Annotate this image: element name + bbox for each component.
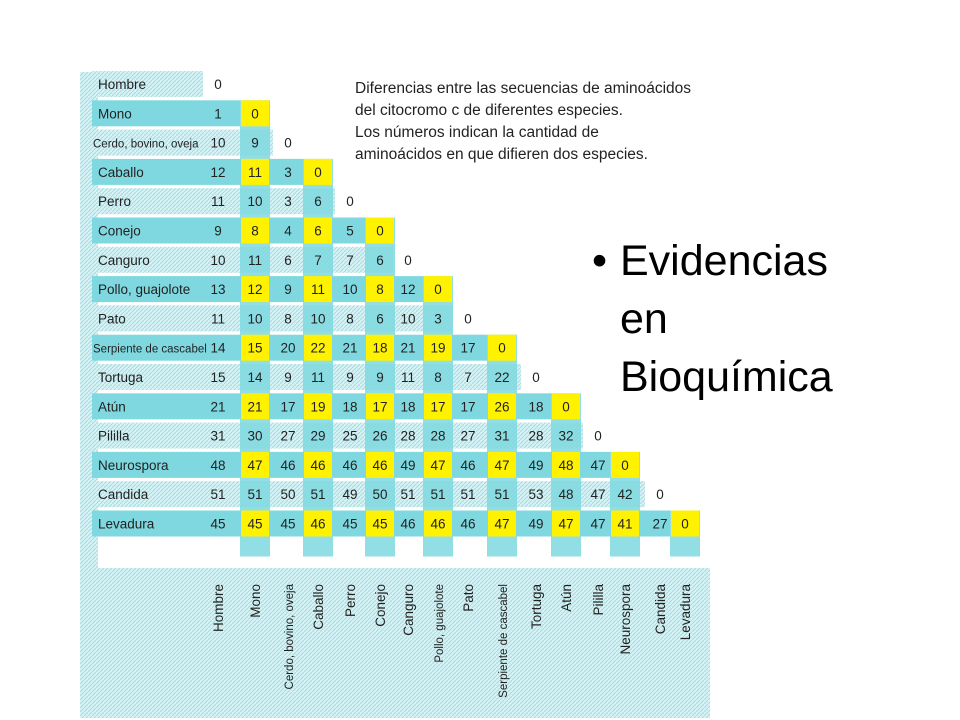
matrix-cell: 22 [494,370,510,385]
matrix-cell: 50 [372,487,388,503]
bullet-line: Evidencias [620,237,828,285]
column-label: Atún [559,584,574,612]
row-label: Pato [98,311,126,327]
matrix-cell: 0 [464,311,472,327]
matrix-cell: 51 [247,487,263,503]
matrix-cell: 27 [652,516,668,532]
matrix-cell: 53 [528,487,544,503]
matrix-cell: 46 [460,457,476,473]
row-label: Conejo [98,223,141,239]
matrix-cell: 15 [247,340,263,356]
matrix-cell: 47 [494,457,510,473]
column-label: Cerdo, bovino, oveja [284,584,296,690]
matrix-cell: 45 [210,516,226,532]
column-band [365,218,395,557]
column-label: Candida [653,584,668,635]
matrix-cell: 51 [400,487,416,503]
matrix-cell: 50 [280,487,296,503]
matrix-cell: 46 [430,516,446,532]
matrix-cell: 18 [528,399,544,415]
matrix-cell: 46 [342,457,358,473]
matrix-cell: 28 [528,428,544,444]
matrix-cell: 0 [314,164,322,180]
matrix-cell: 27 [280,428,296,444]
matrix-cell: 22 [310,340,326,356]
bullet-line: Bioquímica [620,353,833,401]
matrix-cell: 49 [528,457,544,473]
bullet-line: en [620,295,668,343]
matrix-cell: 3 [284,194,292,210]
matrix-cell: 46 [310,457,326,473]
matrix-cell: 30 [247,428,263,444]
row-label: Mono [98,106,132,122]
matrix-cell: 15 [210,370,226,385]
matrix-cell: 0 [346,194,354,210]
matrix-cell: 12 [210,164,226,180]
matrix-cell: 17 [460,340,476,356]
matrix-cell: 11 [247,164,263,180]
bullet-dot: • [592,237,608,285]
matrix-cell: 9 [376,370,384,385]
matrix-cell: 49 [528,516,544,532]
bottom-hatch [80,568,710,718]
matrix-cell: 6 [314,223,322,239]
matrix-cell: 46 [310,516,326,532]
matrix-cell: 51 [460,487,476,503]
row-label: Serpiente de cascabel [93,343,207,356]
table-background [80,71,710,718]
matrix-cell: 45 [342,516,358,532]
column-label: Canguro [401,584,416,636]
matrix-cell: 46 [280,457,296,473]
matrix-cell: 6 [314,194,322,210]
row-label: Candida [98,487,149,503]
matrix-cell: 10 [210,135,226,151]
column-label: Pililla [591,584,606,616]
matrix-cell: 9 [346,370,354,385]
matrix-cell: 10 [400,311,416,327]
matrix-cell: 28 [430,428,446,444]
matrix-cell: 17 [430,399,446,415]
column-label: Pato [461,584,476,612]
matrix-cell: 10 [210,252,226,268]
row-label: Hombre [98,77,147,92]
row-label: Canguro [98,252,150,268]
matrix-cell: 51 [210,487,226,503]
matrix-cell: 5 [346,223,354,239]
matrix-cell: 7 [314,252,322,268]
matrix-cell: 4 [284,223,292,239]
matrix-cell: 8 [251,223,259,239]
matrix-cell: 47 [590,516,606,532]
matrix-cell: 10 [342,282,358,298]
matrix-cell: 1 [214,106,222,122]
matrix-cell: 21 [400,340,416,356]
matrix-cell: 45 [247,516,263,532]
matrix-cell: 49 [400,457,416,473]
matrix-cell: 0 [621,457,629,473]
matrix-cell: 29 [310,428,326,444]
matrix-cell: 11 [400,370,416,385]
row-band [92,305,453,331]
column-label: Neurospora [618,584,633,655]
matrix-cell: 11 [310,370,326,385]
matrix-cell: 7 [464,370,472,385]
matrix-cell: 48 [210,457,226,473]
matrix-cell: 10 [310,311,326,327]
matrix-cell: 49 [342,487,358,503]
matrix-cell: 0 [284,135,292,151]
matrix-cell: 47 [494,516,510,532]
description-line: Los números indican la cantidad de [355,124,599,141]
matrix-cell: 0 [434,282,442,298]
column-label: Mono [248,584,263,618]
matrix-cell: 26 [494,399,510,415]
matrix-cell: 9 [251,135,259,151]
description-line: del citocromo c de diferentes especies. [355,102,623,119]
row-label: Perro [98,194,132,210]
matrix-cell: 11 [310,282,326,298]
row-label: Neurospora [98,457,169,473]
matrix-cell: 20 [280,340,296,356]
matrix-cell: 42 [617,487,633,503]
matrix-cell: 11 [210,311,226,327]
matrix-cell: 47 [558,516,574,532]
matrix-cell: 18 [400,399,416,415]
matrix-cell: 47 [247,457,263,473]
matrix-cell: 6 [376,252,384,268]
matrix-cell: 13 [210,282,226,298]
matrix-cell: 9 [214,223,222,239]
matrix-cell: 18 [342,399,358,415]
row-label: Levadura [98,516,155,532]
matrix-cell: 14 [247,370,263,385]
matrix-cell: 6 [284,252,292,268]
matrix-cell: 12 [400,282,416,298]
matrix-cell: 19 [310,399,326,415]
matrix-cell: 25 [342,428,358,444]
matrix-cell: 19 [430,340,446,356]
column-label: Caballo [311,584,326,630]
description-line: aminoácidos en que difieren dos especies. [355,146,648,163]
matrix-cell: 32 [558,428,574,444]
column-label: Conejo [373,584,388,627]
row-label: Tortuga [98,370,144,385]
matrix-cell: 45 [280,516,296,532]
matrix-cell: 17 [460,399,476,415]
description-line: Diferencias entre las secuencias de aminoácidos [355,80,692,97]
matrix-cell: 51 [430,487,446,503]
matrix-cell: 21 [210,399,226,415]
matrix-cell: 46 [400,516,416,532]
matrix-cell: 8 [346,311,354,327]
matrix-cell: 10 [247,194,263,210]
matrix-cell: 0 [532,370,540,385]
matrix-cell: 9 [284,370,292,385]
matrix-cell: 0 [498,340,506,356]
matrix-cell: 11 [247,252,263,268]
matrix-cell: 46 [460,516,476,532]
matrix-cell: 9 [284,282,292,298]
matrix-cell: 46 [372,457,388,473]
matrix-cell: 0 [251,106,259,122]
matrix-cell: 28 [400,428,416,444]
matrix-cell: 6 [376,311,384,327]
matrix-cell: 21 [247,399,263,415]
matrix-cell: 0 [214,77,222,92]
matrix-cell: 26 [372,428,388,444]
matrix-cell: 8 [376,282,384,298]
row-label: Atún [98,399,126,415]
matrix-cell: 0 [562,399,570,415]
column-label: Levadura [678,584,693,641]
matrix-cell: 18 [372,340,388,356]
matrix-cell: 27 [460,428,476,444]
row-label: Caballo [98,164,144,180]
row-label: Cerdo, bovino, oveja [93,138,199,151]
matrix-cell: 8 [284,311,292,327]
column-label: Serpiente de cascabel [498,584,510,698]
matrix-cell: 0 [681,516,689,532]
matrix-cell: 48 [558,457,574,473]
matrix-cell: 41 [617,516,633,532]
matrix-cell: 3 [434,311,442,327]
matrix-cell: 7 [346,252,354,268]
column-label: Pollo, guajolote [434,584,446,663]
row-label: Pollo, guajolote [98,282,191,298]
column-label: Tortuga [529,584,544,630]
matrix-cell: 0 [376,223,384,239]
matrix-cell: 8 [434,370,442,385]
matrix-cell: 3 [284,164,292,180]
matrix-cell: 14 [210,340,226,356]
matrix-cell: 47 [590,487,606,503]
matrix-cell: 31 [210,428,226,444]
column-label: Perro [343,584,358,618]
matrix-cell: 10 [247,311,263,327]
matrix-cell: 12 [247,282,263,298]
matrix-cell: 31 [494,428,510,444]
matrix-cell: 48 [558,487,574,503]
matrix-cell: 51 [494,487,510,503]
row-label: Pililla [98,428,130,444]
matrix-cell: 11 [210,194,226,210]
matrix-cell: 17 [280,399,296,415]
matrix-cell: 21 [342,340,358,356]
matrix-cell: 0 [404,252,412,268]
bullet-text [620,232,950,406]
column-label: Hombre [211,584,226,633]
matrix-cell: 47 [590,457,606,473]
matrix-cell: 51 [310,487,326,503]
matrix-cell: 17 [372,399,388,415]
matrix-cell: 47 [430,457,446,473]
matrix-cell: 0 [594,428,602,444]
matrix-cell: 0 [656,487,664,503]
matrix-cell: 45 [372,516,388,532]
table-description [355,80,691,163]
